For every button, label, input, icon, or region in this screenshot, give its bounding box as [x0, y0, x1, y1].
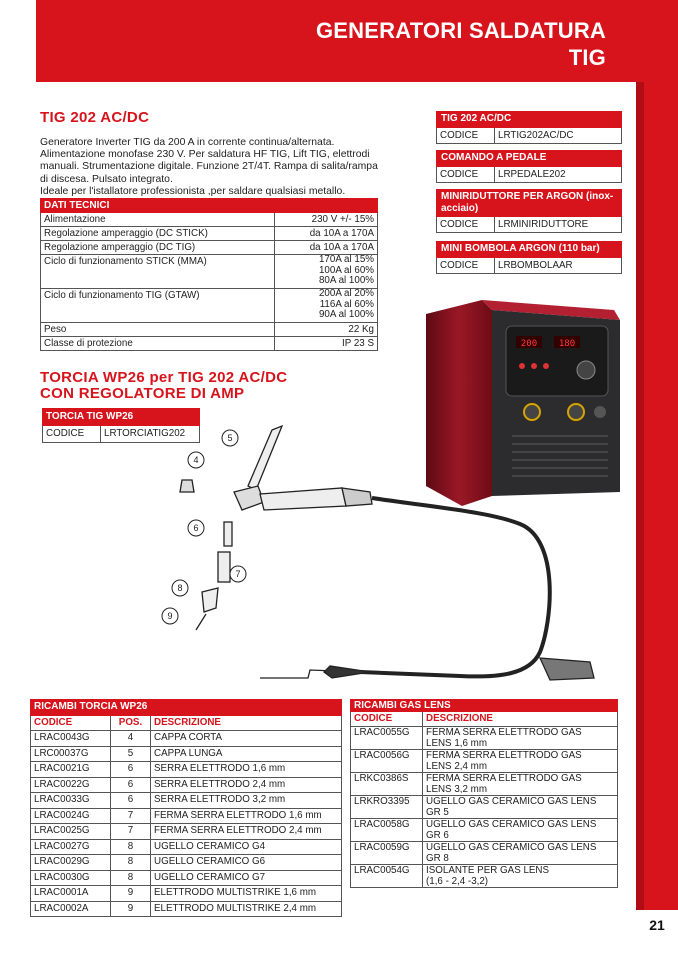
part-desc: UGELLO CERAMICO G6 [151, 855, 342, 871]
table-row [31, 777, 342, 793]
desc-line: FERMA SERRA ELETTRODO GAS [426, 727, 582, 738]
part-pos: 6 [111, 793, 151, 809]
code-label: CODICE [437, 258, 495, 274]
part-desc [423, 750, 618, 773]
product-description [40, 137, 425, 198]
code-value: LRBOMBOLAAR [495, 258, 622, 274]
part-code: LRAC0025G [31, 824, 111, 840]
duty-cycle-line: 90A al 100% [318, 309, 374, 320]
part-desc: FERMA SERRA ELETTRODO 2,4 mm [151, 824, 342, 840]
torch-exploded-diagram [160, 422, 610, 694]
output-socket-icon [524, 404, 540, 420]
part-pos: 6 [111, 777, 151, 793]
desc-line: (1,6 - 2,4 -3,2) [426, 876, 489, 887]
desc-line: UGELLO GAS CERAMICO GAS LENS [426, 796, 597, 807]
code-box-header: TIG 202 AC/DC [437, 112, 622, 128]
part-code: LRKRO3395 [351, 796, 423, 819]
header-banner [36, 0, 678, 82]
part-pos: 8 [111, 855, 151, 871]
description-line: Ideale per l'istallatore professionista ,per saldare qualsiasi metallo. [40, 185, 346, 197]
callout-label: 8 [177, 583, 183, 593]
table-row [41, 289, 378, 323]
part-desc [423, 819, 618, 842]
description-line: Generatore Inverter TIG da 200 A in corrente continua/alternata. [40, 137, 335, 148]
code-value: LRTORCIATIG202 [101, 426, 200, 443]
duty-cycle-line: 80A al 100% [318, 275, 374, 286]
code-label: CODICE [437, 128, 495, 144]
torch-handle-part [342, 488, 372, 506]
control-knob [577, 361, 595, 379]
part-code: LRAC0043G [31, 731, 111, 747]
part-code: LRAC0054G [351, 865, 423, 888]
part-desc [423, 865, 618, 888]
part-desc: ELETTRODO MULTISTRIKE 2,4 mm [151, 901, 342, 917]
desc-line: LENS 3,2 mm [426, 784, 487, 795]
part-code: LRAC0059G [351, 842, 423, 865]
code-value: LRTIG202AC/DC [495, 128, 622, 144]
part-pos: 9 [111, 901, 151, 917]
callout-label: 4 [193, 455, 199, 465]
part-desc: UGELLO CERAMICO G4 [151, 839, 342, 855]
column-header: CODICE [351, 712, 423, 727]
callout-label: 9 [167, 611, 173, 621]
table-row [351, 819, 618, 842]
desc-line: LENS 2,4 mm [426, 761, 487, 772]
column-header: POS. [111, 715, 151, 731]
table-header-row [31, 715, 342, 731]
table-row [351, 865, 618, 888]
page-number: 21 [649, 917, 665, 933]
table-row [41, 227, 378, 241]
short-cap-part [180, 480, 194, 492]
callout-label: 6 [193, 523, 199, 533]
desc-line: LENS 1,6 mm [426, 738, 487, 749]
part-code: LRAC0024G [31, 808, 111, 824]
gas-connector-icon [594, 406, 606, 418]
part-desc: SERRA ELETTRODO 1,6 mm [151, 762, 342, 778]
part-pos: 4 [111, 731, 151, 747]
code-box-header: MINIRIDUTTORE PER ARGON (inox-acciaio) [437, 190, 622, 217]
part-pos: 8 [111, 839, 151, 855]
electrode-part [196, 614, 206, 630]
part-code: LRAC0030G [31, 870, 111, 886]
part-code: LRAC0022G [31, 777, 111, 793]
part-pos: 7 [111, 824, 151, 840]
tech-value [275, 289, 378, 323]
tech-data-header: DATI TECNICI [41, 199, 378, 213]
tech-label: Alimentazione [41, 213, 275, 227]
code-box-riduttore [436, 189, 622, 233]
code-box-pedale [436, 150, 622, 183]
part-pos: 6 [111, 762, 151, 778]
indicator-led [519, 363, 525, 369]
code-value: LRMINIRIDUTTORE [495, 217, 622, 233]
table-row [41, 337, 378, 351]
table-row [31, 731, 342, 747]
table-row [351, 750, 618, 773]
tech-label: Classe di protezione [41, 337, 275, 351]
part-pos: 9 [111, 886, 151, 902]
torch-parts-header: RICAMBI TORCIA WP26 [31, 700, 342, 716]
table-row [31, 839, 342, 855]
table-row [31, 870, 342, 886]
code-box-header: TORCIA TIG WP26 [43, 409, 200, 426]
part-code: LRKC0386S [351, 773, 423, 796]
side-stripe-shadow [636, 82, 644, 910]
desc-line: ISOLANTE PER GAS LENS [426, 865, 550, 876]
desc-line: GR 8 [426, 853, 449, 864]
code-value: LRPEDALE202 [495, 167, 622, 183]
column-header: DESCRIZIONE [423, 712, 618, 727]
column-header: CODICE [31, 715, 111, 731]
part-desc: CAPPA LUNGA [151, 746, 342, 762]
part-desc [423, 842, 618, 865]
collet-part [224, 522, 232, 546]
desc-line: FERMA SERRA ELETTRODO GAS [426, 773, 582, 784]
part-code: LRAC0001A [31, 886, 111, 902]
part-desc [423, 773, 618, 796]
table-row [31, 824, 342, 840]
torch-title [40, 370, 287, 402]
tech-label: Ciclo di funzionamento TIG (GTAW) [41, 289, 275, 323]
header-title-line1: GENERATORI SALDATURA [316, 18, 606, 43]
part-code: LRAC0002A [31, 901, 111, 917]
table-row [31, 793, 342, 809]
code-label: CODICE [43, 426, 101, 443]
torch-head-part [234, 486, 264, 510]
product-title: TIG 202 AC/DC [40, 109, 150, 126]
code-box-header: COMANDO A PEDALE [437, 151, 622, 167]
power-connector [540, 658, 594, 680]
tech-value: da 10A a 170A [275, 227, 378, 241]
tech-value: IP 23 S [275, 337, 378, 351]
duty-cycle-line: 200A al 20% [318, 288, 374, 299]
indicator-led [531, 363, 537, 369]
part-pos: 7 [111, 808, 151, 824]
table-row [31, 886, 342, 902]
description-line: di discesa. Pulsato integrato. [40, 173, 173, 185]
table-header-row [351, 712, 618, 727]
duty-cycle-line: 100A al 60% [318, 264, 374, 276]
part-code: LRC00037G [31, 746, 111, 762]
indicator-led [543, 363, 549, 369]
part-desc: FERMA SERRA ELETTRODO 1,6 mm [151, 808, 342, 824]
ceramic-nozzle-part [202, 588, 218, 612]
table-row [351, 796, 618, 819]
long-cap-part [248, 426, 282, 490]
callout-label: 7 [235, 569, 241, 579]
torch-neck-part [260, 488, 346, 510]
tech-value [275, 255, 378, 289]
collet-body-part [218, 552, 230, 582]
table-row [351, 727, 618, 750]
table-row [31, 746, 342, 762]
tech-value: 22 Kg [275, 323, 378, 337]
part-pos: 5 [111, 746, 151, 762]
tech-label: Regolazione amperaggio (DC STICK) [41, 227, 275, 241]
cable-plug [324, 666, 370, 678]
part-desc: SERRA ELETTRODO 2,4 mm [151, 777, 342, 793]
tech-value: 230 V +/- 15% [275, 213, 378, 227]
part-code: LRAC0058G [351, 819, 423, 842]
desc-line: GR 6 [426, 830, 449, 841]
column-header: DESCRIZIONE [151, 715, 342, 731]
part-desc: UGELLO CERAMICO G7 [151, 870, 342, 886]
desc-line: GR 5 [426, 807, 449, 818]
page-footer [0, 910, 678, 959]
torch-title-line: TORCIA WP26 per TIG 202 AC/DC [40, 369, 288, 386]
table-row [31, 762, 342, 778]
description-line: manuali. Strumentazione digitale. Funzione 2T/4T. Rampa di salita/rampa [40, 161, 378, 173]
desc-line: UGELLO GAS CERAMICO GAS LENS [426, 842, 597, 853]
part-code: LRAC0055G [351, 727, 423, 750]
part-pos: 8 [111, 870, 151, 886]
duty-cycle-line: 170A al 15% [318, 254, 374, 265]
duty-cycle-line: 116A al 60% [319, 298, 374, 310]
part-code: LRAC0029G [31, 855, 111, 871]
tech-label: Peso [41, 323, 275, 337]
torch-cable [360, 498, 550, 676]
part-desc: SERRA ELETTRODO 3,2 mm [151, 793, 342, 809]
tech-value: da 10A a 170A [275, 241, 378, 255]
part-code: LRAC0021G [31, 762, 111, 778]
desc-line: UGELLO GAS CERAMICO GAS LENS [426, 819, 597, 830]
tech-label: Regolazione amperaggio (DC TIG) [41, 241, 275, 255]
gas-lens-header: RICAMBI GAS LENS [351, 700, 618, 712]
callout-label: 5 [227, 433, 233, 443]
code-box-tig202 [436, 111, 622, 144]
table-row [31, 901, 342, 917]
part-desc [423, 796, 618, 819]
display-right-value: 180 [558, 339, 576, 349]
part-desc: CAPPA CORTA [151, 731, 342, 747]
table-row [41, 255, 378, 289]
table-row [41, 213, 378, 227]
header-title-line2: TIG [568, 45, 606, 70]
tech-label: Ciclo di funzionamento STICK (MMA) [41, 255, 275, 289]
part-code: LRAC0027G [31, 839, 111, 855]
output-socket-icon [568, 404, 584, 420]
code-box-bombola [436, 241, 622, 274]
table-row [41, 241, 378, 255]
code-box-header: MINI BOMBOLA ARGON (110 bar) [437, 242, 622, 258]
part-desc: ELETTRODO MULTISTRIKE 1,6 mm [151, 886, 342, 902]
display-left-value: 200 [520, 339, 538, 349]
part-desc [423, 727, 618, 750]
tech-data-table [40, 198, 378, 351]
table-row [31, 855, 342, 871]
description-line: Alimentazione monofase 230 V. Per saldatura HF TIG, Lift TIG, elettrodi [40, 149, 370, 161]
code-label: CODICE [437, 167, 495, 183]
torch-parts-table [30, 699, 342, 917]
code-label: CODICE [437, 217, 495, 233]
torch-title-line: CON REGOLATORE DI AMP [40, 385, 245, 402]
part-code: LRAC0056G [351, 750, 423, 773]
table-row [31, 808, 342, 824]
part-code: LRAC0033G [31, 793, 111, 809]
desc-line: FERMA SERRA ELETTRODO GAS [426, 750, 582, 761]
gas-lens-table [350, 699, 618, 888]
table-row [351, 842, 618, 865]
table-row [41, 323, 378, 337]
table-row [351, 773, 618, 796]
